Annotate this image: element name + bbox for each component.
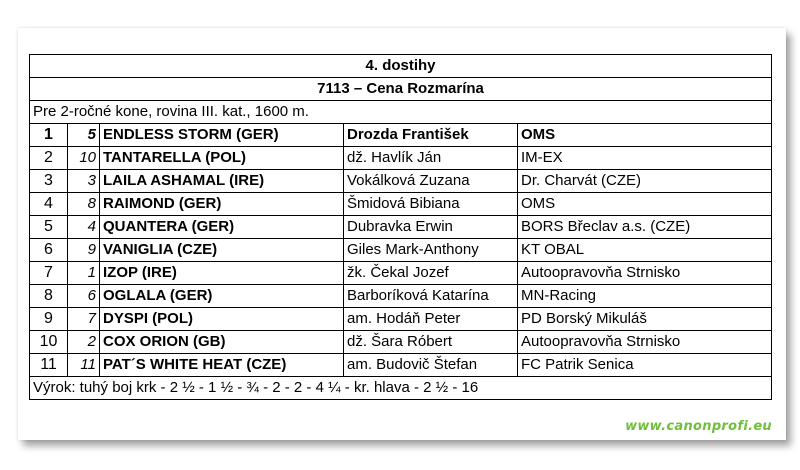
place-cell: 3 (30, 170, 68, 193)
table-row (30, 193, 772, 216)
table-row (30, 331, 772, 354)
horse-name-cell: ENDLESS STORM (GER) (100, 124, 344, 147)
start-number-cell: 3 (68, 170, 100, 193)
owner-cell: OMS (518, 193, 772, 216)
jockey-cell: dž. Šara Róbert (344, 331, 518, 354)
start-number-cell: 2 (68, 331, 100, 354)
horse-name-cell: VANIGLIA (CZE) (100, 239, 344, 262)
horse-name-cell: QUANTERA (GER) (100, 216, 344, 239)
place-cell: 1 (30, 124, 68, 147)
race-verdict: Výrok: tuhý boj krk - 2 ½ - 1 ½ - ¾ - 2 - 2 - 4 ¼ - kr. hlava - 2 ½ - 16 (30, 377, 772, 400)
horse-name-cell: IZOP (IRE) (100, 262, 344, 285)
owner-cell: PD Borský Mikuláš (518, 308, 772, 331)
jockey-cell: Drozda František (344, 124, 518, 147)
start-number-cell: 9 (68, 239, 100, 262)
place-cell: 5 (30, 216, 68, 239)
jockey-cell: žk. Čekal Jozef (344, 262, 518, 285)
jockey-cell: Barboríková Katarína (344, 285, 518, 308)
results-sheet (18, 28, 786, 440)
horse-name-cell: TANTARELLA (POL) (100, 147, 344, 170)
start-number-cell: 8 (68, 193, 100, 216)
start-number-cell: 7 (68, 308, 100, 331)
race-conditions-row (30, 101, 772, 124)
place-cell: 2 (30, 147, 68, 170)
start-number-cell: 5 (68, 124, 100, 147)
owner-cell: FC Patrik Senica (518, 354, 772, 377)
start-number-cell: 11 (68, 354, 100, 377)
start-number-cell: 4 (68, 216, 100, 239)
jockey-cell: Giles Mark-Anthony (344, 239, 518, 262)
horse-name-cell: LAILA ASHAMAL (IRE) (100, 170, 344, 193)
jockey-cell: am. Hodáň Peter (344, 308, 518, 331)
horse-name-cell: DYSPI (POL) (100, 308, 344, 331)
owner-cell: KT OBAL (518, 239, 772, 262)
horse-name-cell: OGLALA (GER) (100, 285, 344, 308)
owner-cell: Autoopravovňa Strnisko (518, 331, 772, 354)
place-cell: 10 (30, 331, 68, 354)
jockey-cell: am. Budovič Štefan (344, 354, 518, 377)
horse-name-cell: COX ORION (GB) (100, 331, 344, 354)
race-conditions: Pre 2-ročné kone, rovina III. kat., 1600 m. (30, 101, 772, 124)
race-title: 7113 – Cena Rozmarína (30, 78, 772, 101)
race-number-row (30, 55, 772, 78)
jockey-cell: Vokálková Zuzana (344, 170, 518, 193)
race-verdict-row (30, 377, 772, 400)
owner-cell: MN-Racing (518, 285, 772, 308)
owner-cell: BORS Břeclav a.s. (CZE) (518, 216, 772, 239)
place-cell: 6 (30, 239, 68, 262)
place-cell: 8 (30, 285, 68, 308)
jockey-cell: dž. Havlík Ján (344, 147, 518, 170)
table-row (30, 262, 772, 285)
watermark-text: www.canonprofi.eu (625, 419, 772, 434)
table-row (30, 285, 772, 308)
place-cell: 11 (30, 354, 68, 377)
start-number-cell: 10 (68, 147, 100, 170)
place-cell: 9 (30, 308, 68, 331)
jockey-cell: Šmidová Bibiana (344, 193, 518, 216)
owner-cell: IM-EX (518, 147, 772, 170)
table-row (30, 354, 772, 377)
race-number: 4. dostihy (30, 55, 772, 78)
table-row (30, 216, 772, 239)
owner-cell: Autoopravovňa Strnisko (518, 262, 772, 285)
results-table (29, 54, 772, 400)
place-cell: 7 (30, 262, 68, 285)
start-number-cell: 1 (68, 262, 100, 285)
start-number-cell: 6 (68, 285, 100, 308)
table-row (30, 147, 772, 170)
horse-name-cell: PAT´S WHITE HEAT (CZE) (100, 354, 344, 377)
race-title-row (30, 78, 772, 101)
table-row (30, 124, 772, 147)
table-row (30, 308, 772, 331)
horse-name-cell: RAIMOND (GER) (100, 193, 344, 216)
owner-cell: OMS (518, 124, 772, 147)
jockey-cell: Dubravka Erwin (344, 216, 518, 239)
table-row (30, 239, 772, 262)
table-row (30, 170, 772, 193)
owner-cell: Dr. Charvát (CZE) (518, 170, 772, 193)
place-cell: 4 (30, 193, 68, 216)
